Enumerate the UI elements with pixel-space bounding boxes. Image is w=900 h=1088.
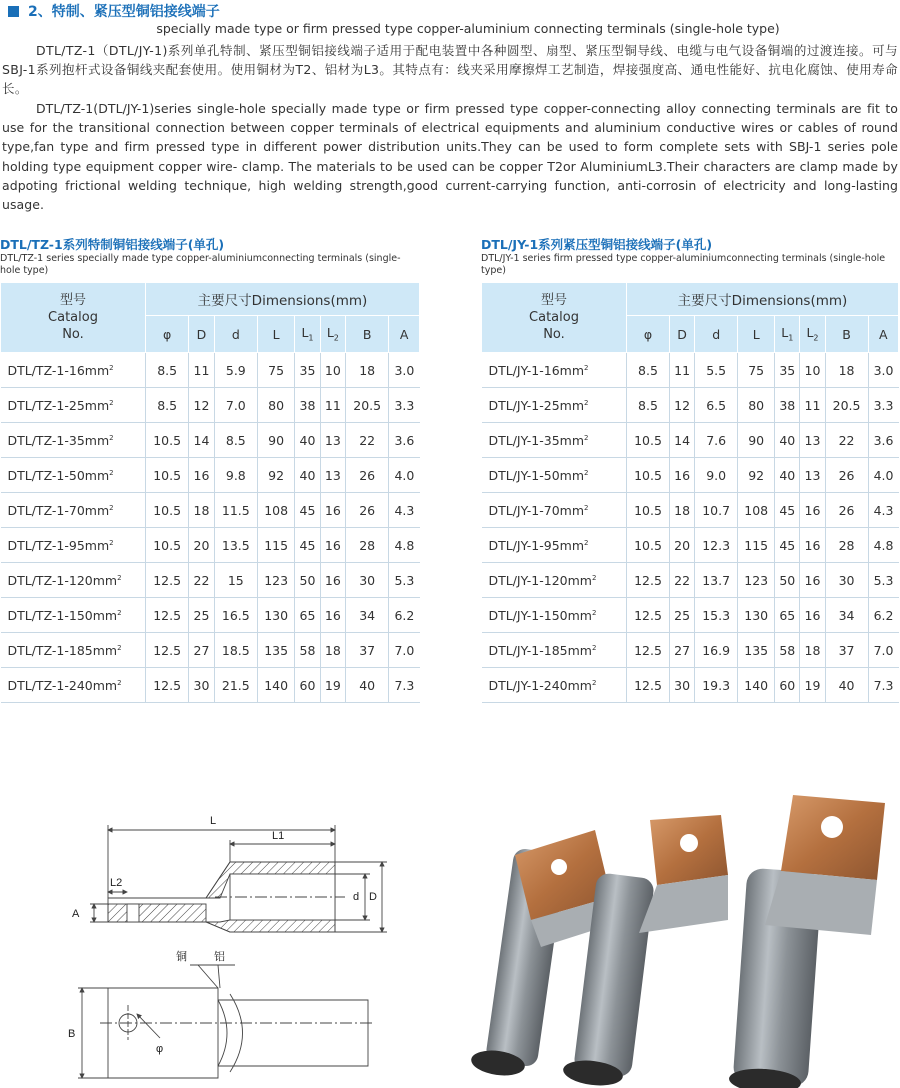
section-header xyxy=(8,2,898,37)
catalog-cell: DTL/$TZ-1-150mm^2$ xyxy=(1,598,146,633)
value-cell: 45 xyxy=(775,493,800,528)
value-cell: 10.5 xyxy=(627,458,670,493)
table-subtitle: DTL/TZ-1 series specially made type copper-aluminiumconnecting terminals (single-hole type) xyxy=(0,253,401,276)
value-cell: 28 xyxy=(346,528,389,563)
palm-hole xyxy=(127,904,139,922)
value-cell: 65 xyxy=(775,598,800,633)
value-cell: 11 xyxy=(800,388,825,423)
value-cell: 108 xyxy=(257,493,294,528)
value-cell: 7.0 xyxy=(214,388,257,423)
value-cell: 50 xyxy=(295,563,320,598)
symbol-header: d xyxy=(214,316,257,353)
label-copper: 铜 xyxy=(176,951,187,963)
table-row xyxy=(482,353,899,388)
value-cell: 21.5 xyxy=(214,668,257,703)
spec-table xyxy=(0,282,420,703)
value-cell: 6.5 xyxy=(695,388,738,423)
value-cell: 9.0 xyxy=(695,458,738,493)
value-cell: 140 xyxy=(738,668,775,703)
value-cell: 115 xyxy=(738,528,775,563)
catalog-cell: DTL/$JY-1-95mm^2$ xyxy=(482,528,627,563)
label-L1: L1 xyxy=(272,830,285,842)
value-cell: 26 xyxy=(346,458,389,493)
value-cell: 13.7 xyxy=(695,563,738,598)
square-bullet-icon xyxy=(8,6,19,17)
value-cell: 35 xyxy=(775,353,800,388)
value-cell: 10.7 xyxy=(695,493,738,528)
top-view-joint-2 xyxy=(230,994,243,1072)
table-block-jy xyxy=(481,235,900,703)
value-cell: 14 xyxy=(189,423,214,458)
value-cell: 16.9 xyxy=(695,633,738,668)
value-cell: 25 xyxy=(189,598,214,633)
value-cell: 5.3 xyxy=(389,563,420,598)
value-cell: 16.5 xyxy=(214,598,257,633)
dim-phi-line xyxy=(137,1014,160,1038)
value-cell: 10.5 xyxy=(627,493,670,528)
table-title: DTL/TZ-1系列特制铜铝接线端子(单孔) xyxy=(0,237,225,252)
value-cell: 30 xyxy=(825,563,868,598)
value-cell: 11.5 xyxy=(214,493,257,528)
intro-paragraph-cn: DTL/TZ-1（DTL/JY-1)系列单孔特制、紧压型铜铝接线端子适用于配电装置中各种圆型、扇型、紧压型铜导线、电缆与电气设备铜端的过渡连接。可与SBJ-1系列抱杆式设备铜线夹配套使用。使用铜材为T2、铝材为L3。其特点有：线夹采用摩擦焊工艺制造，焊接强度高、通电性能好、抗电化腐蚀、使用寿命长。 xyxy=(2,43,898,97)
value-cell: 22 xyxy=(669,563,694,598)
value-cell: 18 xyxy=(800,633,825,668)
value-cell: 58 xyxy=(775,633,800,668)
value-cell: 20.5 xyxy=(825,388,868,423)
value-cell: 5.5 xyxy=(695,353,738,388)
value-cell: 13 xyxy=(800,458,825,493)
value-cell: 123 xyxy=(738,563,775,598)
value-cell: 45 xyxy=(295,493,320,528)
value-cell: 13.5 xyxy=(214,528,257,563)
value-cell: 7.3 xyxy=(389,668,420,703)
catalog-header-cn: 型号 xyxy=(59,293,86,308)
value-cell: 11 xyxy=(669,353,694,388)
value-cell: 8.5 xyxy=(627,388,670,423)
value-cell: 7.0 xyxy=(389,633,420,668)
value-cell: 40 xyxy=(346,668,389,703)
value-cell: 10.5 xyxy=(146,423,189,458)
catalog-cell: DTL/$TZ-1-185mm^2$ xyxy=(1,633,146,668)
table-row xyxy=(482,458,899,493)
value-cell: 8.5 xyxy=(627,353,670,388)
value-cell: 80 xyxy=(738,388,775,423)
catalog-header-en: Catalog xyxy=(48,310,98,325)
value-cell: 18 xyxy=(825,353,868,388)
catalog-cell: DTL/$JY-1-25mm^2$ xyxy=(482,388,627,423)
value-cell: 40 xyxy=(825,668,868,703)
symbol-header: L xyxy=(257,316,294,353)
value-cell: 34 xyxy=(346,598,389,633)
value-cell: 115 xyxy=(257,528,294,563)
value-cell: 9.8 xyxy=(214,458,257,493)
technical-drawing xyxy=(60,800,405,1085)
catalog-cell: DTL/$JY-1-240mm^2$ xyxy=(482,668,627,703)
catalog-cell: DTL/$TZ-1-240mm^2$ xyxy=(1,668,146,703)
value-cell: 18 xyxy=(346,353,389,388)
value-cell: 19 xyxy=(320,668,345,703)
value-cell: 26 xyxy=(825,493,868,528)
value-cell: 7.3 xyxy=(868,668,898,703)
catalog-header xyxy=(482,283,627,353)
value-cell: 12 xyxy=(189,388,214,423)
value-cell: 28 xyxy=(825,528,868,563)
table-body xyxy=(1,353,420,703)
label-phi: φ xyxy=(156,1043,164,1055)
value-cell: 10.5 xyxy=(627,528,670,563)
value-cell: 26 xyxy=(825,458,868,493)
value-cell: 38 xyxy=(295,388,320,423)
value-cell: 90 xyxy=(738,423,775,458)
value-cell: 8.5 xyxy=(146,388,189,423)
section-subtitle: specially made type or firm pressed type copper-aluminium connecting terminals (single-hole type) xyxy=(156,21,780,36)
symbol-header: $L_1$ xyxy=(775,316,800,353)
value-cell: 12.5 xyxy=(146,633,189,668)
value-cell: 140 xyxy=(257,668,294,703)
value-cell: 8.5 xyxy=(146,353,189,388)
symbol-header: L xyxy=(738,316,775,353)
catalog-cell: DTL/$JY-1-150mm^2$ xyxy=(482,598,627,633)
value-cell: 18.5 xyxy=(214,633,257,668)
catalog-cell: DTL/$TZ-1-95mm^2$ xyxy=(1,528,146,563)
value-cell: 13 xyxy=(320,423,345,458)
value-cell: 60 xyxy=(775,668,800,703)
value-cell: 75 xyxy=(738,353,775,388)
label-D: D xyxy=(369,891,377,903)
value-cell: 16 xyxy=(800,598,825,633)
value-cell: 20 xyxy=(189,528,214,563)
value-cell: 16 xyxy=(320,598,345,633)
table-row xyxy=(1,458,420,493)
value-cell: 20.5 xyxy=(346,388,389,423)
catalog-cell: DTL/$JY-1-120mm^2$ xyxy=(482,563,627,598)
catalog-cell: DTL/$TZ-1-35mm^2$ xyxy=(1,423,146,458)
table-row xyxy=(482,388,899,423)
value-cell: 10 xyxy=(800,353,825,388)
value-cell: 19.3 xyxy=(695,668,738,703)
catalog-cell: DTL/$TZ-1-25mm^2$ xyxy=(1,388,146,423)
symbol-header: D xyxy=(669,316,694,353)
value-cell: 19 xyxy=(800,668,825,703)
catalog-cell: DTL/$JY-1-185mm^2$ xyxy=(482,633,627,668)
value-cell: 90 xyxy=(257,423,294,458)
value-cell: 18 xyxy=(669,493,694,528)
catalog-cell: DTL/$TZ-1-50mm^2$ xyxy=(1,458,146,493)
value-cell: 13 xyxy=(320,458,345,493)
symbol-header: φ xyxy=(146,316,189,353)
value-cell: 7.0 xyxy=(868,633,898,668)
value-cell: 27 xyxy=(189,633,214,668)
symbol-header: A xyxy=(389,316,420,353)
catalog-cell: DTL/$TZ-1-16mm^2$ xyxy=(1,353,146,388)
value-cell: 4.8 xyxy=(868,528,898,563)
catalog-header xyxy=(1,283,146,353)
value-cell: 11 xyxy=(189,353,214,388)
catalog-cell: DTL/$TZ-1-120mm^2$ xyxy=(1,563,146,598)
value-cell: 22 xyxy=(825,423,868,458)
value-cell: 40 xyxy=(775,458,800,493)
catalog-header-cn: 型号 xyxy=(540,293,567,308)
table-row xyxy=(1,633,420,668)
catalog-header-no: No. xyxy=(62,327,84,342)
top-view-sleeve xyxy=(218,1000,368,1066)
value-cell: 30 xyxy=(189,668,214,703)
dimensions-header: 主要尺寸Dimensions(mm) xyxy=(627,283,899,316)
value-cell: 22 xyxy=(189,563,214,598)
intro-paragraph-en: DTL/TZ-1(DTL/JY-1)series single-hole specially made type or firm pressed type copper-connecting alloy connecting terminals are fit to use for the transitional connection between copper terminals of electrical equipments and aluminium conductive wires or cables of round type,fan type and firm pressed type in different power distribution units.They can be used to form complete sets with SBJ-1 series pole holding type equipment copper wire- clamp. The materials to be used can be copper T2or AluminiumL3.Their characters are clamp made by adpoting frictional welding technique, high welding strength,good current-carrying function, anti-corrosin of electricity and long-lasting usage. xyxy=(2,101,898,213)
value-cell: 22 xyxy=(346,423,389,458)
catalog-cell: DTL/$JY-1-70mm^2$ xyxy=(482,493,627,528)
value-cell: 12.5 xyxy=(627,563,670,598)
value-cell: 30 xyxy=(669,668,694,703)
table-row xyxy=(1,353,420,388)
value-cell: 37 xyxy=(825,633,868,668)
value-cell: 12.5 xyxy=(146,598,189,633)
value-cell: 3.3 xyxy=(868,388,898,423)
value-cell: 4.3 xyxy=(868,493,898,528)
label-A: A xyxy=(72,908,80,920)
value-cell: 3.6 xyxy=(868,423,898,458)
table-block-tz xyxy=(0,235,420,703)
value-cell: 92 xyxy=(257,458,294,493)
value-cell: 12.5 xyxy=(627,598,670,633)
value-cell: 4.3 xyxy=(389,493,420,528)
value-cell: 15.3 xyxy=(695,598,738,633)
table-body xyxy=(482,353,899,703)
symbol-header: A xyxy=(868,316,898,353)
value-cell: 16 xyxy=(320,528,345,563)
table-row xyxy=(1,493,420,528)
catalog-cell: DTL/$JY-1-50mm^2$ xyxy=(482,458,627,493)
value-cell: 40 xyxy=(775,423,800,458)
top-view-palm xyxy=(108,988,218,1078)
sleeve-bottom-hatch xyxy=(206,920,335,932)
spec-table xyxy=(481,282,899,703)
value-cell: 10.5 xyxy=(146,458,189,493)
table-title: DTL/JY-1系列紧压型铜铝接线端子(单孔) xyxy=(481,237,713,252)
symbol-header: B xyxy=(346,316,389,353)
dimensions-header: 主要尺寸Dimensions(mm) xyxy=(146,283,420,316)
value-cell: 135 xyxy=(738,633,775,668)
catalog-cell: DTL/$JY-1-16mm^2$ xyxy=(482,353,627,388)
value-cell: 40 xyxy=(295,458,320,493)
symbol-header: $L_1$ xyxy=(295,316,320,353)
table-row xyxy=(1,528,420,563)
symbol-header: $L_2$ xyxy=(320,316,345,353)
value-cell: 3.3 xyxy=(389,388,420,423)
value-cell: 25 xyxy=(669,598,694,633)
terminal-large xyxy=(728,795,885,1088)
value-cell: 50 xyxy=(775,563,800,598)
value-cell: 16 xyxy=(800,563,825,598)
value-cell: 12.5 xyxy=(627,668,670,703)
value-cell: 5.9 xyxy=(214,353,257,388)
label-aluminium: 铝 xyxy=(214,951,225,963)
value-cell: 27 xyxy=(669,633,694,668)
value-cell: 130 xyxy=(738,598,775,633)
value-cell: 30 xyxy=(346,563,389,598)
value-cell: 3.0 xyxy=(868,353,898,388)
value-cell: 3.0 xyxy=(389,353,420,388)
value-cell: 6.2 xyxy=(389,598,420,633)
symbol-header: φ xyxy=(627,316,670,353)
catalog-cell: DTL/$TZ-1-70mm^2$ xyxy=(1,493,146,528)
value-cell: 135 xyxy=(257,633,294,668)
value-cell: 123 xyxy=(257,563,294,598)
value-cell: 45 xyxy=(295,528,320,563)
table-row xyxy=(1,423,420,458)
value-cell: 12 xyxy=(669,388,694,423)
value-cell: 34 xyxy=(825,598,868,633)
value-cell: 16 xyxy=(669,458,694,493)
table-row xyxy=(482,563,899,598)
value-cell: 14 xyxy=(669,423,694,458)
label-L: L xyxy=(210,815,217,827)
section-title xyxy=(8,2,898,20)
symbol-header: $L_2$ xyxy=(800,316,825,353)
value-cell: 11 xyxy=(320,388,345,423)
value-cell: 18 xyxy=(189,493,214,528)
top-view-joint xyxy=(218,1000,227,1066)
table-row xyxy=(1,668,420,703)
value-cell: 15 xyxy=(214,563,257,598)
symbol-header: d xyxy=(695,316,738,353)
value-cell: 6.2 xyxy=(868,598,898,633)
value-cell: 58 xyxy=(295,633,320,668)
value-cell: 92 xyxy=(738,458,775,493)
catalog-cell: DTL/$JY-1-35mm^2$ xyxy=(482,423,627,458)
label-B: B xyxy=(68,1028,76,1040)
value-cell: 16 xyxy=(189,458,214,493)
value-cell: 4.0 xyxy=(868,458,898,493)
value-cell: 16 xyxy=(320,493,345,528)
label-d: d xyxy=(353,891,360,903)
table-row xyxy=(482,423,899,458)
catalog-header-no: No. xyxy=(543,327,565,342)
value-cell: 80 xyxy=(257,388,294,423)
symbol-header: B xyxy=(825,316,868,353)
palm-hatch xyxy=(108,904,206,922)
symbol-header: D xyxy=(189,316,214,353)
value-cell: 130 xyxy=(257,598,294,633)
table-subtitle: DTL/JY-1 series firm pressed type copper-aluminiumconnecting terminals (single-hole type) xyxy=(481,253,886,276)
table-row xyxy=(1,563,420,598)
table-row xyxy=(482,633,899,668)
value-cell: 3.6 xyxy=(389,423,420,458)
value-cell: 4.8 xyxy=(389,528,420,563)
table-row xyxy=(482,668,899,703)
table-row xyxy=(482,598,899,633)
value-cell: 8.5 xyxy=(214,423,257,458)
value-cell: 16 xyxy=(800,493,825,528)
section-title-text: 2、特制、紧压型铜铝接线端子 xyxy=(28,4,220,20)
value-cell: 40 xyxy=(295,423,320,458)
value-cell: 26 xyxy=(346,493,389,528)
table-row xyxy=(482,528,899,563)
value-cell: 16 xyxy=(320,563,345,598)
value-cell: 20 xyxy=(669,528,694,563)
value-cell: 35 xyxy=(295,353,320,388)
catalog-header-en: Catalog xyxy=(529,310,579,325)
table-row xyxy=(1,388,420,423)
value-cell: 10.5 xyxy=(627,423,670,458)
value-cell: 65 xyxy=(295,598,320,633)
table-row xyxy=(1,598,420,633)
value-cell: 60 xyxy=(295,668,320,703)
value-cell: 10.5 xyxy=(146,528,189,563)
value-cell: 75 xyxy=(257,353,294,388)
value-cell: 45 xyxy=(775,528,800,563)
value-cell: 12.5 xyxy=(627,633,670,668)
value-cell: 13 xyxy=(800,423,825,458)
value-cell: 12.5 xyxy=(146,668,189,703)
value-cell: 4.0 xyxy=(389,458,420,493)
value-cell: 10.5 xyxy=(146,493,189,528)
value-cell: 7.6 xyxy=(695,423,738,458)
value-cell: 37 xyxy=(346,633,389,668)
value-cell: 18 xyxy=(320,633,345,668)
value-cell: 38 xyxy=(775,388,800,423)
product-photo xyxy=(425,785,900,1088)
value-cell: 108 xyxy=(738,493,775,528)
value-cell: 16 xyxy=(800,528,825,563)
value-cell: 12.5 xyxy=(146,563,189,598)
table-row xyxy=(482,493,899,528)
value-cell: 5.3 xyxy=(868,563,898,598)
value-cell: 10 xyxy=(320,353,345,388)
label-L2: L2 xyxy=(110,877,123,889)
value-cell: 12.3 xyxy=(695,528,738,563)
